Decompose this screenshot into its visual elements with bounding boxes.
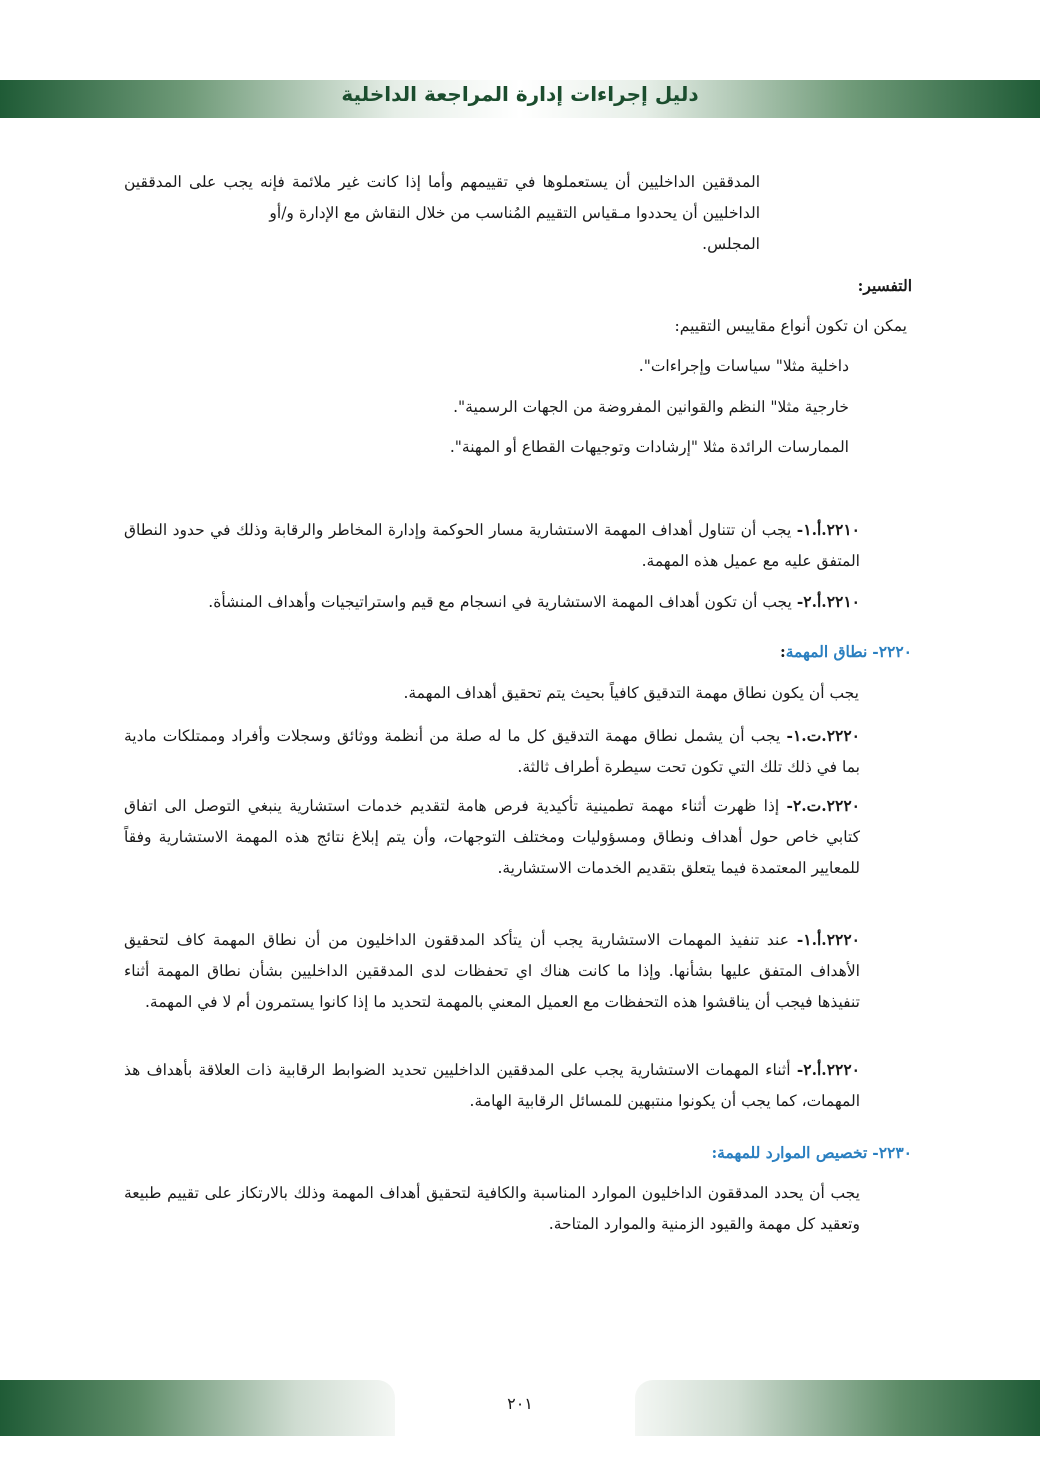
section-number: ٢٢٣٠-: [872, 1143, 912, 1162]
intro-line-2: المدققين الداخليين أن يحددوا مـقياس التقييم المُناسب من خلال النقاش مع الإدارة و/أو: [124, 173, 760, 222]
page-header-title: دليل إجراءات إدارة المراجعة الداخلية: [341, 82, 699, 106]
clause-text: إذا ظهرت أثناء مهمة تطمينية تأكيدية فرص هامة لتقديم خدمات استشارية ينبغي التوصل الى اتفاق كتابي خاص حول أهداف ونطاق ومسؤوليات ومختلف التوجهات، وأن يتم إبلاغ نتائج هذه المهمة الاستشارية وفقاً للمعايير المعتمدة فيما يتعلق بتقديم الخدمات الاستشارية.: [124, 797, 860, 877]
section-2220-intro: يجب أن يكون نطاق مهمة التدقيق كافياً بحيث يتم تحقيق أهداف المهمة.: [403, 684, 859, 702]
interpretation-item: داخلية مثلا" سياسات وإجراءات".: [638, 357, 849, 375]
clause-2210-a1: [124, 514, 860, 577]
footer-band-left: [0, 1380, 395, 1436]
section-title: تخصيص الموارد للمهمة:: [711, 1143, 868, 1162]
clause-text: يجب أن تتناول أهداف المهمة الاستشارية مسار الحوكمة وإدارة المخاطر والرقابة وذلك في حدود النطاق المتفق عليه مع عميل هذه المهمة.: [124, 521, 860, 570]
clause-text: عند تنفيذ المهمات الاستشارية يجب أن يتأكد المدققون الداخليون من أن نطاق المهمة كاف لتحقيق الأهداف المتفق عليها بشأنها. وإذا ما كانت هناك اي تحفظات لدى المدققين الداخليين بشأن نطاق المهمة أثناء تنفيذها فيجب أن يناقشوا هذه التحفظات مع العميل المعني بالمهمة لتحديد ما إذا كانوا يستمرون أم لا في المهمة.: [124, 931, 860, 1011]
clause-2220-a1: [124, 924, 860, 1018]
interpretation-lead: يمكن ان تكون أنواع مقاييس التقييم:: [674, 317, 907, 335]
section-colon: :: [779, 642, 786, 661]
clause-number: ٢٢٢٠.أ.٢-: [796, 1060, 860, 1079]
clause-2210-a2: [124, 586, 860, 618]
section-number: ٢٢٢٠-: [872, 642, 912, 661]
clause-2220-t1: [124, 720, 860, 783]
intro-line-1: المدققين الداخليين أن يستعملوها في تقييمهم وأما إذا كانت غير ملائمة فإنه يجب على: [188, 173, 760, 191]
section-2220-heading: [412, 636, 912, 668]
clause-text: يجب أن يشمل نطاق مهمة التدقيق كل ما له صلة من أنظمة ووثائق وسجلات وأفراد وممتلكات مادية بما في ذلك تلك التي تكون تحت سيطرة أطراف ثالثة.: [124, 727, 860, 776]
interpretation-heading: التفسير:: [857, 276, 912, 295]
interpretation-item: الممارسات الرائدة مثلا "إرشادات وتوجيهات القطاع أو المهنة".: [449, 438, 849, 456]
intro-line-3: المجلس.: [702, 235, 760, 253]
footer-band-right: [635, 1380, 1040, 1436]
clause-2220-t2: [124, 790, 860, 884]
page-number: ٢٠١: [507, 1394, 533, 1413]
section-2230-heading: [412, 1137, 912, 1169]
clause-number: ٢٢١٠.أ.٢-: [796, 592, 860, 611]
clause-number: ٢٢١٠.أ.١-: [796, 520, 860, 539]
clause-number: ٢٢٢٠.ت.١-: [786, 726, 860, 745]
clause-number: ٢٢٢٠.أ.١-: [796, 930, 860, 949]
section-title: نطاق المهمة: [785, 642, 868, 661]
clause-2220-a2: [124, 1054, 860, 1117]
section-2230-text: يجب أن يحدد المدققون الداخليون الموارد المناسبة والكافية لتحقيق أهداف المهمة وذلك بالارتكاز على تقييم طبيعة وتعقيد كل مهمة والقيود الزمنية والموارد المتاحة.: [124, 1184, 860, 1233]
clause-number: ٢٢٢٠.ت.٢-: [786, 796, 860, 815]
intro-paragraph: [124, 167, 760, 260]
clause-text: يجب أن تكون أهداف المهمة الاستشارية في انسجام مع قيم واستراتيجيات وأهداف المنشأة.: [208, 593, 792, 611]
interpretation-item: خارجية مثلا" النظم والقوانين المفروضة من الجهات الرسمية".: [453, 398, 849, 416]
clause-text: أثناء المهمات الاستشارية يجب على المدققين الداخليين تحديد الضوابط الرقابية ذات العلاقة بأهداف هذ المهمات، كما يجب أن يكونوا منتبهين للمسائل الرقابية الهامة.: [124, 1061, 860, 1110]
